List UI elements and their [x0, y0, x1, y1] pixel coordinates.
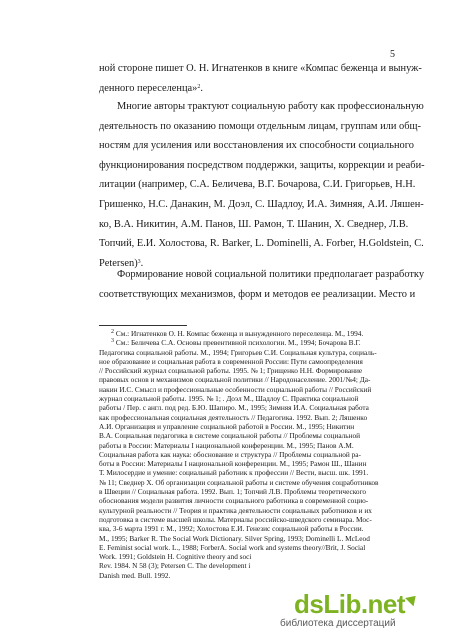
- watermark-subtitle: библиотека диссертаций: [280, 618, 396, 629]
- footnote-line: как профессиональная социальная деятельность // Педагогика. 1992. Вып. 2; Ляшенко: [99, 412, 368, 422]
- paragraph-line: Petersen)$^3$.: [99, 257, 144, 269]
- footnote-line: М., 1995; Barker R. The Social Work Dictionary. Silver Spring, 1993; Dominelli L. McLeod: [99, 533, 370, 543]
- footnote-line: Социальная работа как наука: обоснование и структура // Проблемы социальной ра-: [99, 449, 361, 459]
- footnote-line: № 11; Сведнер Х. Об организации социальной работы и системе обучения соцработников: [99, 477, 379, 487]
- watermark-logo-text: dsLib.net: [294, 589, 406, 619]
- footnote-line: $^3$ См.: Беличева С.А. Основы превентивной психологии. М., 1994; Бочарова В.Г.: [111, 338, 361, 348]
- footnote-line: Danish med. Bull. 1992.: [99, 570, 171, 580]
- footnote-line: обоснования модели развития личности социального работника в современной социо-: [99, 496, 369, 506]
- footnote-line: Педагогика социальной работы. М., 1994; Григорьев С.И. Социальная культура, социаль-: [99, 347, 377, 357]
- footnote-ref: 3: [137, 258, 141, 265]
- paragraph-3: [99, 265, 425, 304]
- paragraph-line: Формирование новой социальной политики предполагает разработку: [117, 269, 425, 280]
- footnote-line: работы / Пер. с англ. под ред. Б.Ю. Шапиро. М., 1995; Зимняя И.А. Социальная работа: [99, 403, 369, 413]
- footnote-line: А.И. Организация и управление социальной работой в России. М., 1995; Никитин: [99, 421, 355, 431]
- footnote-line: Т. Милосердие и умение: социальный работник к профессии // Вести, высш. шк. 1991.: [99, 468, 369, 478]
- site-watermark[interactable]: [258, 589, 444, 631]
- paragraph-line: литации (например, С.А. Беличева, В.Г. Бочарова, С.И. Григорьев, Н.Н.: [99, 179, 416, 191]
- footnote-line: боты в России: Материалы I национальной конференции. М., 1995; Рамон Ш., Шанин: [99, 459, 367, 469]
- paragraph-line: денного переселенца»$^2$.: [99, 82, 203, 94]
- footnote-marker: 3: [111, 338, 114, 345]
- footnote-line: Rev. 1984. N 58 (3); Petersen C. The development i: [99, 561, 251, 571]
- paragraph-line: ностям для усиления или восстановления их способности социального: [99, 140, 414, 152]
- footnote-line: В.А. Социальная педагогика в системе социальной работы // Проблемы социальной: [99, 431, 361, 441]
- footnote-line: Work. 1991; Goldstein H. Cognitive theory and soci: [99, 552, 252, 562]
- footnote-line: $^2$ См.: Игнатенков О. Н. Компас беженца и вынужденного переселенца. М., 1994.: [111, 329, 364, 338]
- footnote-line: // Российский журнал социальной работы. 1995. № 1; Грищенко Н.Н. Формирование: [99, 366, 363, 376]
- paragraph-line: деятельность по оказанию помощи отдельным лицам, группам или общ-: [99, 120, 421, 132]
- footnote-line: в Швеции // Социальная работа. 1992. Вып. 1; Топчий Л.В. Проблемы теоретического: [99, 487, 367, 497]
- paragraph-line: Многие авторы трактуют социальную работу как профессиональную: [117, 101, 424, 112]
- footnote-line: правовых основ и механизмов социальной политики // Народонаселение. 2001/№4; Да-: [99, 375, 371, 385]
- footnote-line: накин И.С. Смысл и профессиональные особенности социальной работы // Российский: [99, 384, 372, 394]
- arrow-icon: [405, 592, 420, 607]
- paragraph-line: Гришенко, Н.С. Данакин, М. Доэл, С. Шадлоу, И.А. Зимняя, А.И. Ляшен-: [99, 198, 424, 210]
- footnote-line: ное образование и социальная работа в современной России: Пути самоопределения: [99, 356, 363, 366]
- paragraph-1: [99, 59, 422, 98]
- footnote-line: E. Feminist social work. L., 1988; ForberA. Social work and systems theory//Brit, J. Social: [99, 542, 366, 552]
- footnote-marker: 2: [111, 329, 114, 335]
- footnote-3: [99, 338, 396, 580]
- footnotes: [99, 329, 396, 580]
- paragraph-line: функционирования посредством поддержки, защиты, коррекции и реаби-: [99, 159, 425, 171]
- paragraph-line: Топчий, Е.И. Холостова, R. Barker, L. Dominelli, A. Forber, H.Goldstein, C.: [99, 238, 424, 250]
- footnote-2: [99, 329, 396, 338]
- footnote-line: культурной реальности // Теория и практика деятельности социальных работников и их: [99, 505, 372, 515]
- footnote-line: ква, 3-6 марта 1991 г. М., 1992; Холостова Е.И. Генезис социальной работы в России.: [99, 524, 364, 534]
- footnote-line: работы в России: Материалы I национальной конференции. М., 1995; Панов А.М.: [99, 440, 354, 450]
- paragraph-line: ной стороне пишет О. Н. Игнатенков в книге «Компас беженца и вынуж-: [99, 63, 422, 74]
- footnote-ref: 2: [197, 83, 201, 90]
- footnote-divider: [99, 325, 187, 326]
- paragraph-line: ко, В.А. Никитин, А.М. Панов, Ш. Рамон, Т. Шанин, Х. Сведнер, Л.В.: [99, 218, 409, 230]
- paragraph-2: [99, 97, 425, 273]
- footnote-line: журнал социальной работы. 1995. № 1; . Доэл М., Шадлоу С. Практика социальной: [99, 394, 359, 404]
- page-number: 5: [390, 49, 395, 60]
- paragraph-line: соответствующих механизмов, форм и методов ее реализации. Место и: [99, 288, 416, 300]
- footnote-line: подготовка в системе высшей школы. Материалы российско-шведского семинара. Мос-: [99, 514, 372, 524]
